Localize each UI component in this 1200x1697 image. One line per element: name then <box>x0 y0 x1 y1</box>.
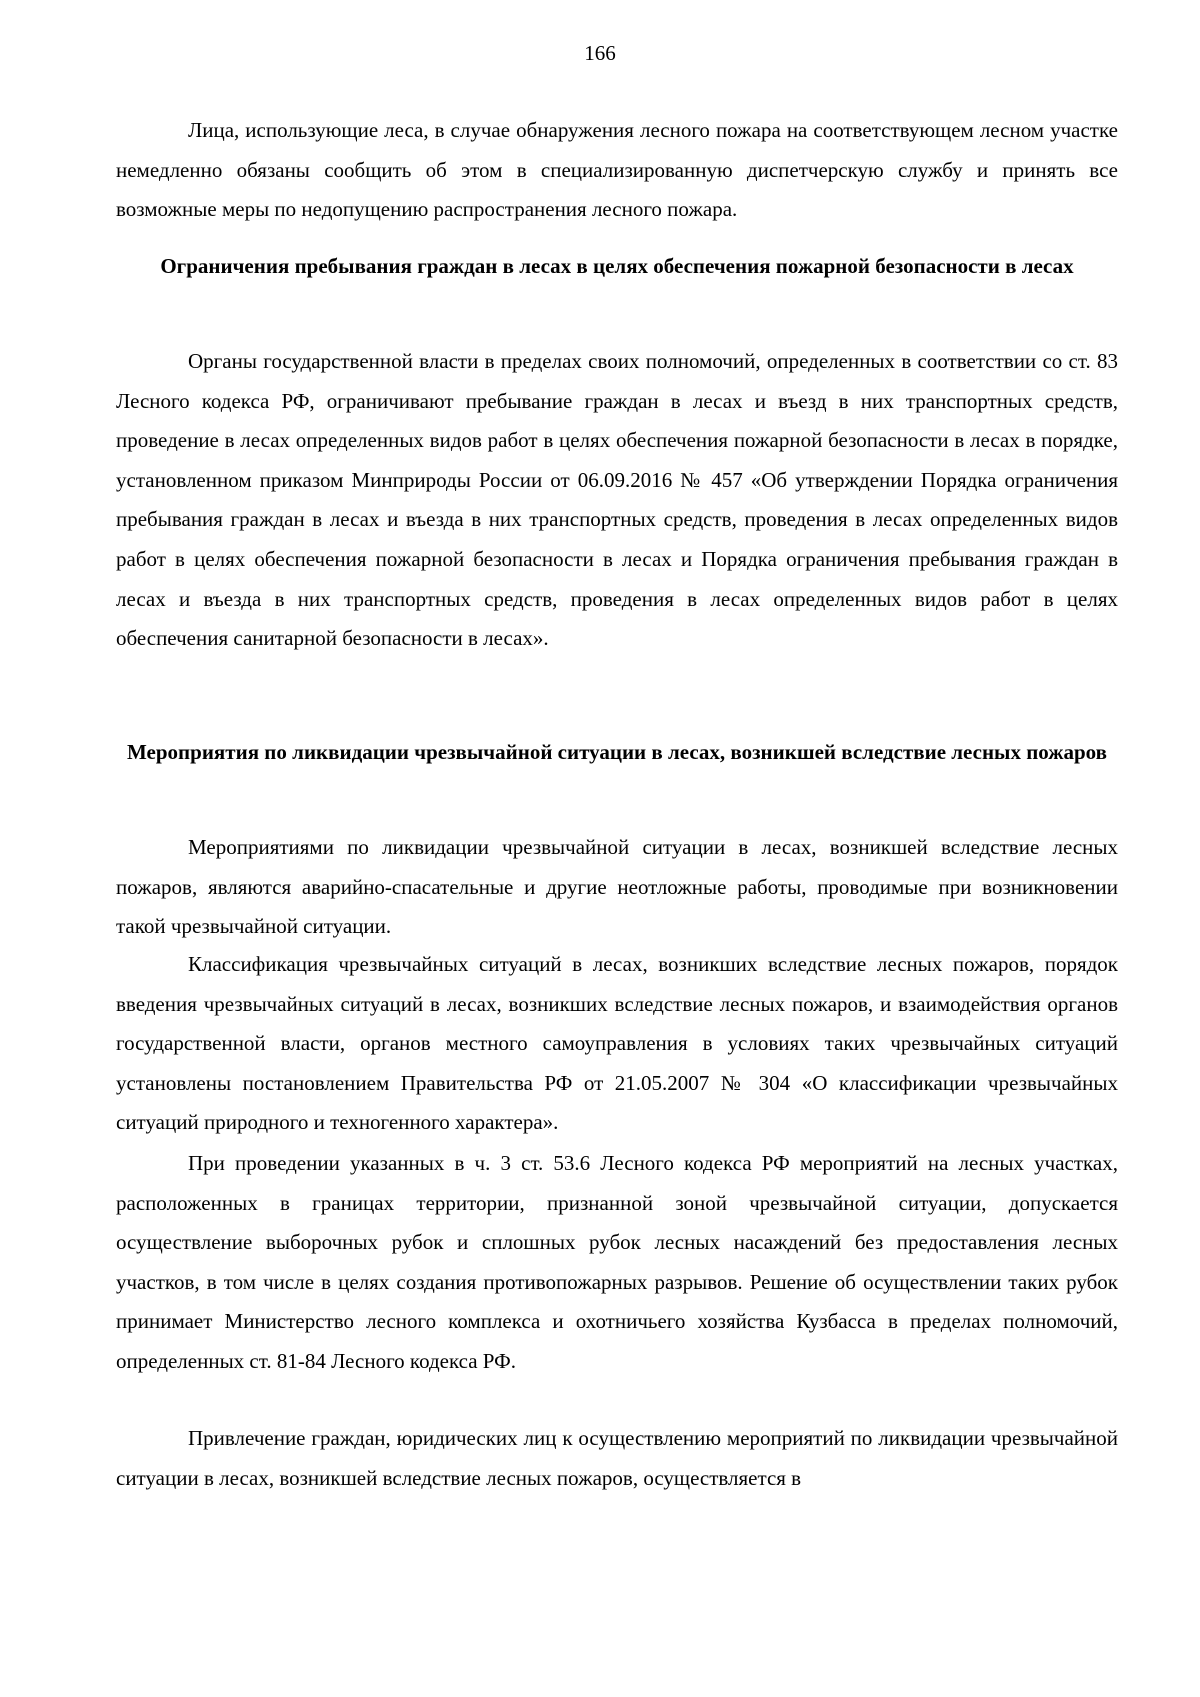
paragraph-classification: Классификация чрезвычайных ситуаций в лесах, возникших вследствие лесных пожаров, порядок введения чрезвычайных ситуаций в лесах, возникших вследствие лесных пожаров, и взаимодействия органов государственной власти, органов местного самоуправления в условиях таких чрезвычайных ситуаций установлены постановлением Правительства РФ от 21.05.2007 № 304 «О классификации чрезвычайных ситуаций природного и техногенного характера». <box>116 952 1118 1135</box>
heading-restrictions: Ограничения пребывания граждан в лесах в целях обеспечения пожарной безопасности в лесах <box>160 254 1074 278</box>
paragraph-fire-reporting: Лица, использующие леса, в случае обнаружения лесного пожара на соответствующем лесном участке немедленно обязаны сообщить об этом в специализированную диспетчерскую службу и принять все возможные меры по недопущению распространения лесного пожара. <box>116 118 1118 222</box>
paragraph-involvement: Привлечение граждан, юридических лиц к осуществлению мероприятий по ликвидации чрезвычайной ситуации в лесах, возникшей вследствие лесных пожаров, осуществляется в <box>116 1426 1118 1490</box>
paragraph-logging: При проведении указанных в ч. 3 ст. 53.6 Лесного кодекса РФ мероприятий на лесных участках, расположенных в границах территории, признанной зоной чрезвычайной ситуации, допускается осуществление выборочных рубок и сплошных рубок лесных насаждений без предоставления лесных участков, в том числе в целях создания противопожарных разрывов. Решение об осуществлении таких рубок принимает Министерство лесного комплекса и охотничьего хозяйства Кузбасса в пределах полномочий, определенных ст. 81-84 Лесного кодекса РФ. <box>116 1151 1118 1373</box>
paragraph-restrictions: Органы государственной власти в пределах своих полномочий, определенных в соответствии со ст. 83 Лесного кодекса РФ, ограничивают пребывание граждан в лесах и въезд в них транспортных средств, проведение в лесах определенных видов работ в целях обеспечения пожарной безопасности в лесах в порядке, установленном приказом Минприроды России от 06.09.2016 № 457 «Об утверждении Порядка ограничения пребывания граждан в лесах и въезда в них транспортных средств, проведения в лесах определенных видов работ в целях обеспечения пожарной безопасности в лесах и Порядка ограничения пребывания граждан в лесах и въезда в них транспортных средств, проведения в лесах определенных видов работ в целях обеспечения санитарной безопасности в лесах». <box>116 349 1118 651</box>
page-number: 166 <box>584 41 616 65</box>
heading-emergency-measures: Мероприятия по ликвидации чрезвычайной ситуации в лесах, возникшей вследствие лесных пожаров <box>127 740 1107 764</box>
paragraph-emergency-measures: Мероприятиями по ликвидации чрезвычайной ситуации в лесах, возникшей вследствие лесных пожаров, являются аварийно-спасательные и другие неотложные работы, проводимые при возникновении такой чрезвычайной ситуации. <box>116 835 1118 939</box>
